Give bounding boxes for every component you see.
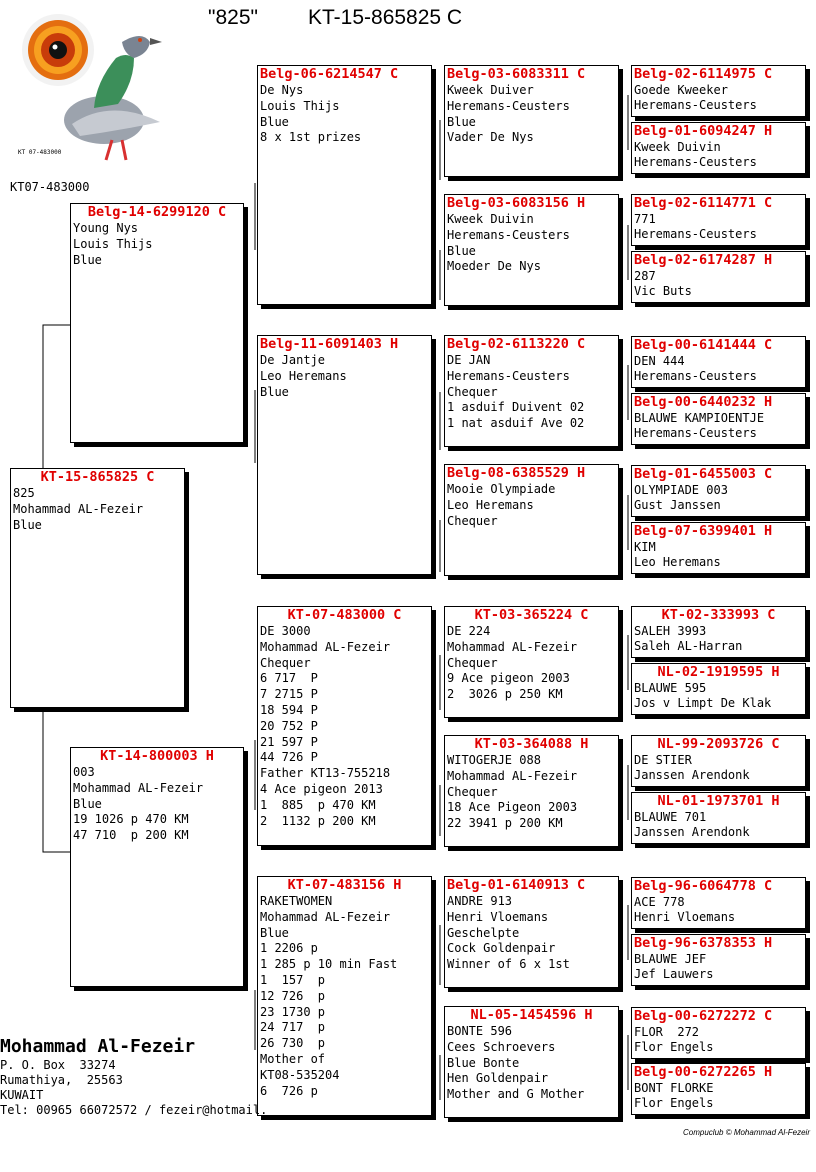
ring-number: Belg-08-6385529 H: [447, 465, 586, 481]
card-line: Blue: [447, 114, 476, 129]
pedigree-card-gen4-1[interactable]: [631, 65, 806, 117]
card-line: OLYMPIADE 003: [634, 483, 728, 497]
ring-number: KT-02-333993 C: [661, 607, 776, 623]
card-line: Blue: [73, 252, 102, 267]
card-line: Chequer: [447, 784, 498, 799]
pedigree-card-gen4-13[interactable]: [631, 877, 806, 929]
card-line: Chequer: [447, 384, 498, 399]
card-line: 003: [73, 765, 95, 779]
pedigree-card-gen4-12[interactable]: [631, 792, 806, 844]
ring-number: KT-14-800003 H: [100, 748, 214, 764]
pedigree-card-gen4-5[interactable]: [631, 336, 806, 388]
card-line: DE STIER: [634, 753, 692, 767]
card-line: 7 2715 P: [260, 687, 318, 702]
card-line: 6 726 p: [260, 1083, 318, 1098]
card-line: 21 597 P: [260, 734, 318, 749]
pedigree-card-subject[interactable]: [10, 468, 185, 708]
card-line: Blue: [13, 517, 42, 532]
card-line: Chequer: [447, 513, 498, 528]
pedigree-card-ggp-6[interactable]: [444, 735, 619, 847]
card-line: 2 1132 p 200 KM: [260, 813, 376, 828]
owner-contact-line: Tel: 00965 66072572 / fezeir@hotmail.: [0, 1103, 268, 1117]
pedigree-card-granddam-1[interactable]: [257, 335, 432, 575]
card-line: Chequer: [447, 655, 498, 670]
ring-number: Belg-00-6141444 C: [634, 337, 773, 353]
card-line: BONTE 596: [447, 1024, 513, 1038]
card-line: DE 3000: [260, 624, 311, 638]
card-line: 1 285 p 10 min Fast: [260, 957, 398, 972]
ring-number: Belg-96-6378353 H: [634, 935, 773, 951]
pedigree-card-ggp-7[interactable]: [444, 876, 619, 988]
owner-name: Mohammad Al-Fezeir: [0, 1036, 196, 1057]
card-line: Jef Lauwers: [634, 966, 714, 981]
card-line: 1 nat asduif Ave 02: [447, 416, 585, 431]
card-line: Louis Thijs: [73, 236, 153, 251]
pedigree-card-gen4-8[interactable]: [631, 522, 806, 574]
card-line: Leo Heremans: [634, 554, 721, 569]
card-line: 2 3026 p 250 KM: [447, 687, 563, 702]
card-line: 825: [13, 486, 35, 500]
card-line: BONT FLORKE: [634, 1081, 714, 1095]
card-line: 23 1730 p: [260, 1004, 326, 1019]
ring-number: Belg-01-6140913 C: [447, 877, 586, 893]
ring-number: Belg-02-6114771 C: [634, 195, 773, 211]
card-line: Kweek Duiver: [447, 83, 534, 97]
card-line: Mother of: [260, 1051, 326, 1066]
card-line: 771: [634, 212, 656, 226]
card-line: Vader De Nys: [447, 130, 534, 145]
page-title-name: "825": [208, 6, 258, 29]
ring-number: Belg-07-6399401 H: [634, 523, 773, 539]
pedigree-card-sire[interactable]: [70, 203, 244, 443]
card-line: 8 x 1st prizes: [260, 130, 362, 145]
card-line: Mohammad AL-Fezeir: [73, 780, 204, 795]
card-line: 1 885 p 470 KM: [260, 797, 376, 812]
ring-number: Belg-01-6455003 C: [634, 466, 773, 482]
card-line: Leo Heremans: [260, 368, 347, 383]
ring-number: NL-02-1919595 H: [657, 664, 780, 680]
photo-caption: KT07-483000: [10, 180, 90, 194]
pedigree-card-gen4-16[interactable]: [631, 1063, 806, 1115]
card-line: 44 726 P: [260, 750, 318, 765]
ring-number: KT-07-483156 H: [287, 877, 402, 893]
pedigree-card-gen4-2[interactable]: [631, 122, 806, 174]
card-line: Vic Buts: [634, 283, 692, 298]
ring-number: Belg-00-6440232 H: [634, 394, 773, 410]
card-line: 9 Ace pigeon 2003: [447, 671, 570, 686]
card-line: Father KT13-755218: [260, 766, 391, 781]
card-line: 24 717 p: [260, 1020, 326, 1035]
card-line: Chequer: [260, 655, 311, 670]
card-line: Heremans-Ceusters: [634, 154, 757, 169]
card-line: FLOR 272: [634, 1025, 700, 1039]
card-line: KT08-535204: [260, 1067, 340, 1082]
card-line: DE 224: [447, 624, 491, 638]
card-line: Blue: [260, 114, 289, 129]
card-line: 18 594 P: [260, 702, 318, 717]
card-line: ANDRE 913: [447, 894, 513, 908]
card-line: Flor Engels: [634, 1095, 714, 1110]
card-line: 6 717 P: [260, 671, 318, 686]
pedigree-card-gen4-14[interactable]: [631, 934, 806, 986]
card-line: Louis Thijs: [260, 98, 340, 113]
card-line: Mother and G Mother: [447, 1087, 585, 1102]
card-line: Mohammad AL-Fezeir: [447, 639, 578, 654]
card-line: Blue: [73, 796, 102, 811]
pedigree-card-gen4-15[interactable]: [631, 1007, 806, 1059]
card-line: Blue: [260, 925, 289, 940]
card-line: Saleh AL-Harran: [634, 638, 743, 653]
ring-number: KT-07-483000 C: [287, 607, 402, 623]
card-line: Goede Kweeker: [634, 83, 728, 97]
card-line: Blue: [447, 243, 476, 258]
pedigree-card-gen4-6[interactable]: [631, 393, 806, 445]
card-line: Cees Schroevers: [447, 1039, 556, 1054]
card-line: Winner of 6 x 1st: [447, 957, 570, 972]
card-line: Heremans-Ceusters: [634, 368, 757, 383]
card-line: 1 2206 p: [260, 941, 318, 956]
card-line: Young Nys: [73, 221, 139, 235]
ring-number: Belg-01-6094247 H: [634, 123, 773, 139]
pedigree-card-gen4-9[interactable]: [631, 606, 806, 658]
pedigree-card-ggp-3[interactable]: [444, 335, 619, 447]
card-line: Mohammad AL-Fezeir: [260, 639, 391, 654]
card-line: Flor Engels: [634, 1039, 714, 1054]
card-line: Janssen Arendonk: [634, 767, 750, 782]
pedigree-card-dam[interactable]: [70, 747, 244, 987]
pedigree-card-ggp-5[interactable]: [444, 606, 619, 718]
pedigree-card-gen4-7[interactable]: [631, 465, 806, 517]
card-line: 287: [634, 269, 656, 283]
card-line: BLAUWE 701: [634, 810, 707, 824]
page-title-ring: KT-15-865825 C: [308, 6, 463, 29]
owner-address-line: P. O. Box 33274: [0, 1058, 116, 1072]
card-line: Heremans-Ceusters: [634, 425, 757, 440]
card-line: Moeder De Nys: [447, 259, 541, 274]
card-line: 1 asduif Duivent 02: [447, 400, 585, 415]
owner-info: [0, 1036, 267, 1118]
card-line: 4 Ace pigeon 2013: [260, 781, 383, 796]
card-line: SALEH 3993: [634, 624, 707, 638]
ring-number: Belg-02-6174287 H: [634, 252, 773, 268]
card-line: BLAUWE 595: [634, 681, 707, 695]
ring-number: Belg-06-6214547 C: [260, 66, 399, 82]
card-line: Mooie Olympiade: [447, 482, 556, 496]
card-line: Blue Bonte: [447, 1055, 520, 1070]
ring-number: Belg-03-6083311 C: [447, 66, 586, 82]
card-line: Jos v Limpt De Klak: [634, 695, 772, 710]
pedigree-card-gen4-10[interactable]: [631, 663, 806, 715]
card-line: 1 157 p: [260, 972, 326, 987]
card-line: Leo Heremans: [447, 497, 534, 512]
pedigree-card-gen4-11[interactable]: [631, 735, 806, 787]
card-line: Henri Vloemans: [634, 909, 736, 924]
software-credit: Compuclub © Mohammad Al-Fezeir: [683, 1128, 810, 1137]
card-line: Geschelpte: [447, 925, 520, 940]
pedigree-card-grandsire-2[interactable]: [257, 606, 432, 846]
card-line: 19 1026 p 470 KM: [73, 812, 189, 827]
card-line: 20 752 P: [260, 718, 318, 733]
pedigree-card-ggp-1[interactable]: [444, 65, 619, 177]
card-line: Blue: [260, 384, 289, 399]
card-line: Mohammad AL-Fezeir: [447, 768, 578, 783]
card-line: Mohammad AL-Fezeir: [13, 501, 144, 516]
ring-number: Belg-96-6064778 C: [634, 878, 773, 894]
ring-number: NL-99-2093726 C: [657, 736, 780, 752]
ring-number: KT-03-365224 C: [474, 607, 589, 623]
card-line: WITOGERJE 088: [447, 753, 541, 767]
pedigree-card-gen4-4[interactable]: [631, 251, 806, 303]
card-line: Heremans-Ceusters: [634, 226, 757, 241]
ring-number: Belg-02-6113220 C: [447, 336, 586, 352]
ring-number: NL-05-1454596 H: [470, 1007, 593, 1023]
card-line: DEN 444: [634, 354, 685, 368]
ring-number: Belg-00-6272272 C: [634, 1008, 773, 1024]
pedigree-card-ggp-4[interactable]: [444, 464, 619, 576]
card-line: ACE 778: [634, 895, 685, 909]
card-line: RAKETWOMEN: [260, 894, 333, 908]
ring-number: Belg-02-6114975 C: [634, 66, 773, 82]
card-line: De Jantje: [260, 353, 326, 367]
card-line: KIM: [634, 540, 656, 554]
card-line: Kweek Duivin: [447, 212, 534, 226]
card-line: 47 710 p 200 KM: [73, 828, 189, 843]
ring-number: Belg-00-6272265 H: [634, 1064, 773, 1080]
card-line: De Nys: [260, 83, 304, 97]
card-line: Hen Goldenpair: [447, 1071, 549, 1086]
pedigree-card-grandsire-1[interactable]: [257, 65, 432, 305]
ring-number: NL-01-1973701 H: [657, 793, 780, 809]
pedigree-card-ggp-2[interactable]: [444, 194, 619, 306]
card-line: DE JAN: [447, 353, 491, 367]
card-line: BLAUWE KAMPIOENTJE: [634, 411, 765, 425]
card-line: 22 3941 p 200 KM: [447, 816, 563, 831]
pedigree-card-granddam-2[interactable]: [257, 876, 432, 1116]
pedigree-card-ggp-8[interactable]: [444, 1006, 619, 1118]
card-line: Mohammad AL-Fezeir: [260, 909, 391, 924]
card-line: Heremans-Ceusters: [447, 227, 570, 242]
owner-address-line: KUWAIT: [0, 1088, 44, 1102]
ring-number: KT-15-865825 C: [40, 469, 155, 485]
pedigree-card-gen4-3[interactable]: [631, 194, 806, 246]
photo-inset-label: KT 07-483000: [18, 149, 62, 156]
owner-address-line: Rumathiya, 25563: [0, 1073, 123, 1087]
card-line: Heremans-Ceusters: [447, 368, 570, 383]
card-line: 26 730 p: [260, 1036, 326, 1051]
ring-number: KT-03-364088 H: [474, 736, 589, 752]
card-line: 18 Ace Pigeon 2003: [447, 800, 578, 815]
card-line: Cock Goldenpair: [447, 941, 556, 956]
card-line: 12 726 p: [260, 988, 326, 1003]
card-line: Kweek Duivin: [634, 140, 721, 154]
card-line: Janssen Arendonk: [634, 824, 750, 839]
card-line: Heremans-Ceusters: [634, 97, 757, 112]
ring-number: Belg-14-6299120 C: [87, 204, 227, 220]
card-line: Gust Janssen: [634, 497, 721, 512]
card-line: Henri Vloemans: [447, 909, 549, 924]
ring-number: Belg-11-6091403 H: [260, 336, 399, 352]
card-line: Heremans-Ceusters: [447, 98, 570, 113]
ring-number: Belg-03-6083156 H: [447, 195, 586, 211]
card-line: BLAUWE JEF: [634, 952, 707, 966]
